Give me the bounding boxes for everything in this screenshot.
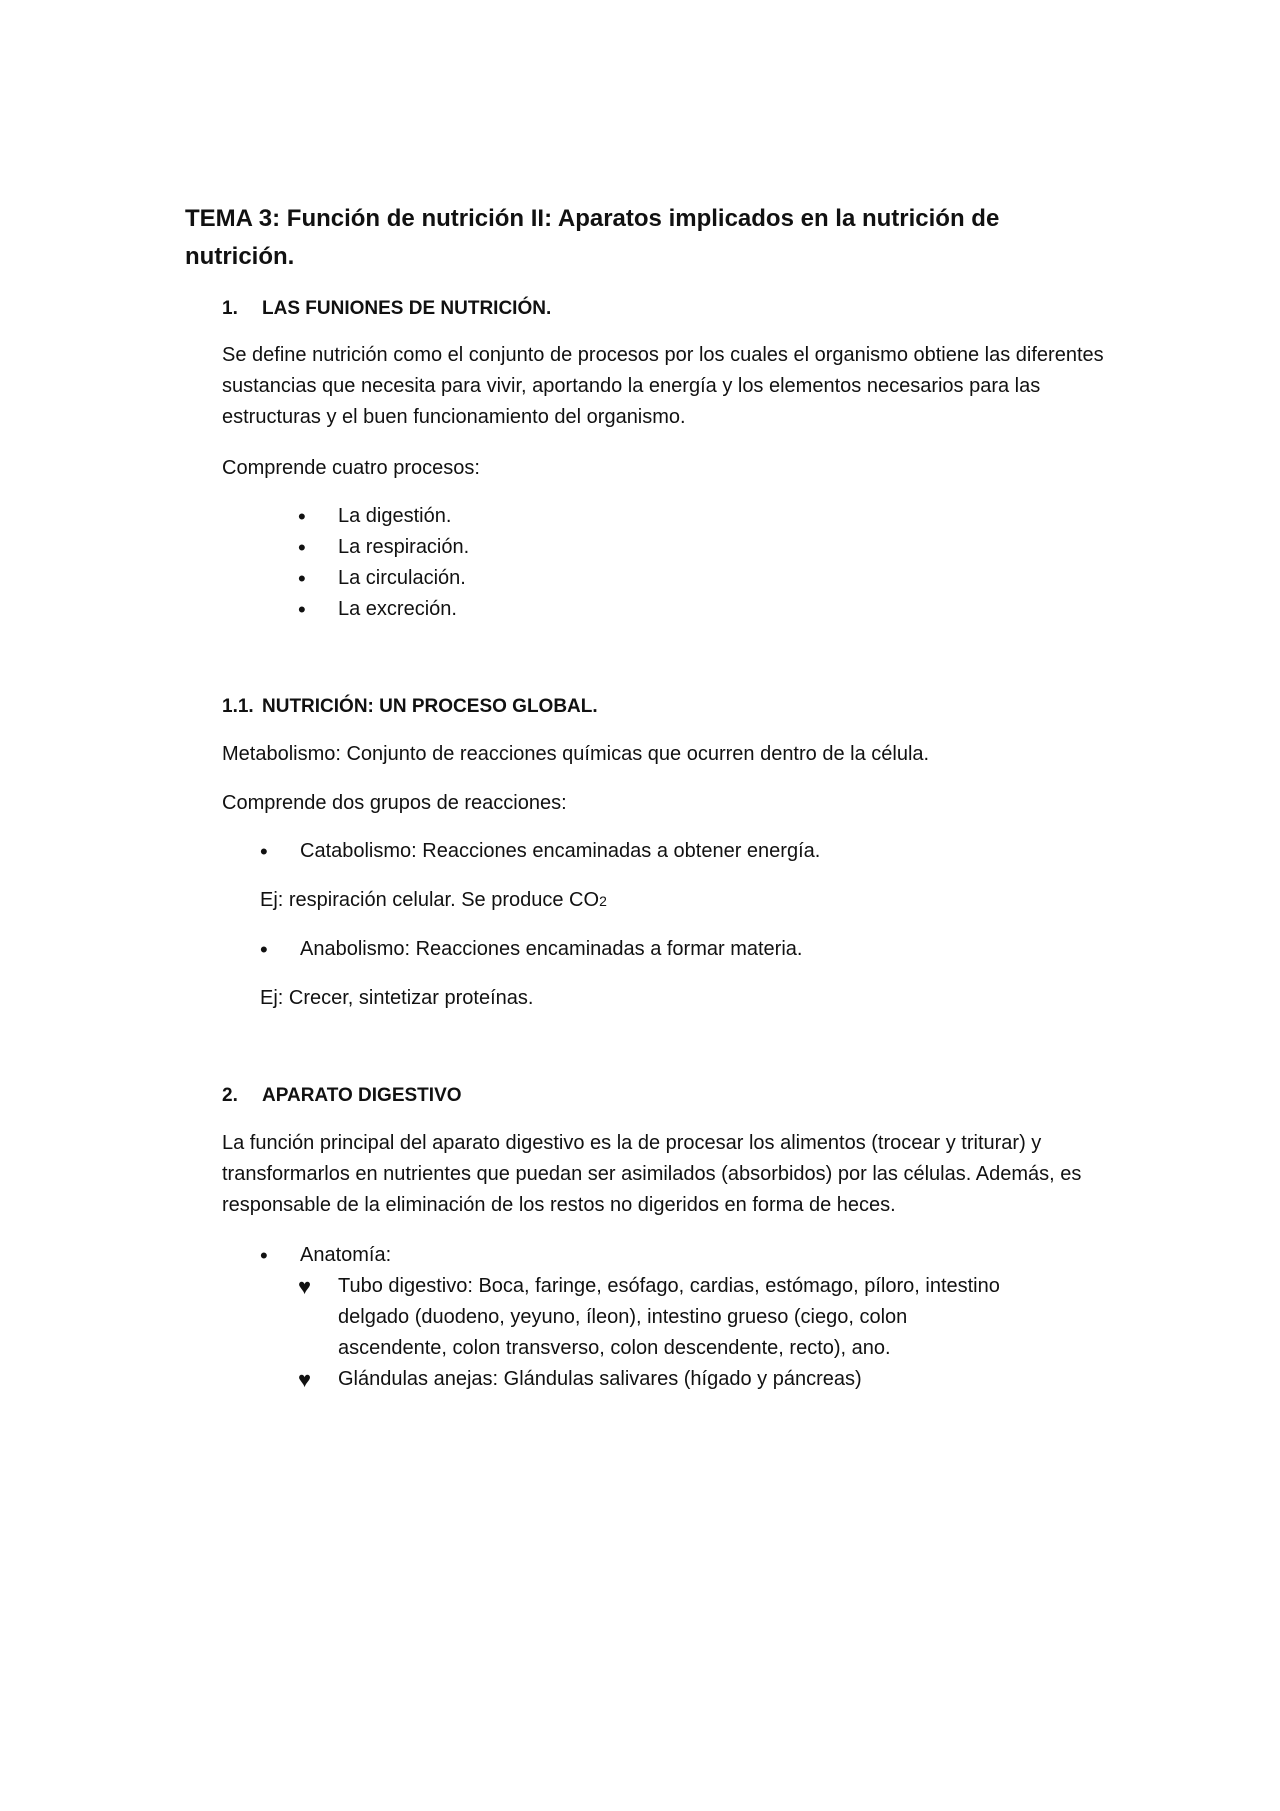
heart-icon: ♥ bbox=[298, 1274, 312, 1299]
tube-text-line-2: delgado (duodeno, yeyuno, íleon), intestino grueso (ciego, colon bbox=[338, 1306, 908, 1328]
document-title: TEMA 3: Función de nutrición II: Aparatos implicados en la nutrición de nutrición. bbox=[185, 205, 1000, 270]
list-item-text: La digestión. bbox=[338, 505, 452, 527]
anabolism-example: Ej: Crecer, sintetizar proteínas. bbox=[260, 987, 534, 1009]
anatomy-label: Anatomía: bbox=[300, 1244, 392, 1266]
section-number: 1. bbox=[222, 298, 238, 319]
bullet-icon: • bbox=[298, 597, 306, 622]
glands-text: Glándulas anejas: Glándulas salivares (hígado y páncreas) bbox=[338, 1368, 862, 1390]
bullet-icon: • bbox=[298, 566, 306, 591]
subscript: 2 bbox=[599, 893, 607, 909]
list-item bbox=[298, 532, 306, 565]
heart-icon: ♥ bbox=[298, 1367, 312, 1392]
list-item-text: La circulación. bbox=[338, 567, 466, 589]
list-item bbox=[260, 1240, 268, 1273]
list-item-text: La excreción. bbox=[338, 598, 457, 620]
section-title: NUTRICIÓN: UN PROCESO GLOBAL. bbox=[262, 696, 598, 717]
bullet-icon: • bbox=[298, 504, 306, 529]
list-item bbox=[298, 563, 306, 596]
list-item-text: La respiración. bbox=[338, 536, 470, 558]
metabolism-definition: Metabolismo: Conjunto de reacciones químicas que ocurren dentro de la célula. bbox=[222, 743, 930, 765]
bullet-icon: • bbox=[260, 937, 268, 962]
section-title: LAS FUNIONES DE NUTRICIÓN. bbox=[262, 298, 552, 319]
processes-intro: Comprende cuatro procesos: bbox=[222, 457, 480, 479]
list-item bbox=[298, 501, 306, 534]
section-1-paragraph: Se define nutrición como el conjunto de procesos por los cuales el organismo obtiene las diferentes sustancias que necesita para vivir, aportando la energía y los elementos necesarios para las estructuras y el buen funcionamiento del organismo. bbox=[222, 344, 1104, 428]
tube-text-line-3: ascendente, colon transverso, colon descendente, recto), ano. bbox=[338, 1337, 891, 1359]
section-2-paragraph: La función principal del aparato digestivo es la de procesar los alimentos (trocear y triturar) y transformarlos en nutrientes que puedan ser asimilados (absorbidos) por las células. Además, es responsable de la eliminación de los restos no digeridos en forma de heces. bbox=[222, 1132, 1082, 1216]
section-2-heading bbox=[222, 1083, 462, 1109]
bullet-icon: • bbox=[298, 535, 306, 560]
reactions-intro: Comprende dos grupos de reacciones: bbox=[222, 792, 567, 814]
example-text: Ej: respiración celular. Se produce CO bbox=[260, 889, 600, 911]
section-title: APARATO DIGESTIVO bbox=[262, 1085, 462, 1106]
list-item bbox=[298, 1271, 311, 1304]
section-number: 2. bbox=[222, 1085, 238, 1106]
section-number: 1.1. bbox=[222, 696, 254, 717]
catabolism-text: Catabolismo: Reacciones encaminadas a obtener energía. bbox=[300, 840, 821, 862]
list-item bbox=[260, 934, 268, 967]
section-1-heading bbox=[222, 296, 551, 322]
tube-text-line-1: Tubo digestivo: Boca, faringe, esófago, cardias, estómago, píloro, intestino bbox=[338, 1275, 1000, 1297]
bullet-icon: • bbox=[260, 839, 268, 864]
list-item bbox=[260, 836, 268, 869]
anabolism-text: Anabolismo: Reacciones encaminadas a formar materia. bbox=[300, 938, 803, 960]
section-1-1-heading bbox=[222, 694, 598, 720]
list-item bbox=[298, 1364, 311, 1397]
list-item bbox=[298, 594, 306, 627]
catabolism-example bbox=[260, 885, 607, 917]
bullet-icon: • bbox=[260, 1243, 268, 1268]
